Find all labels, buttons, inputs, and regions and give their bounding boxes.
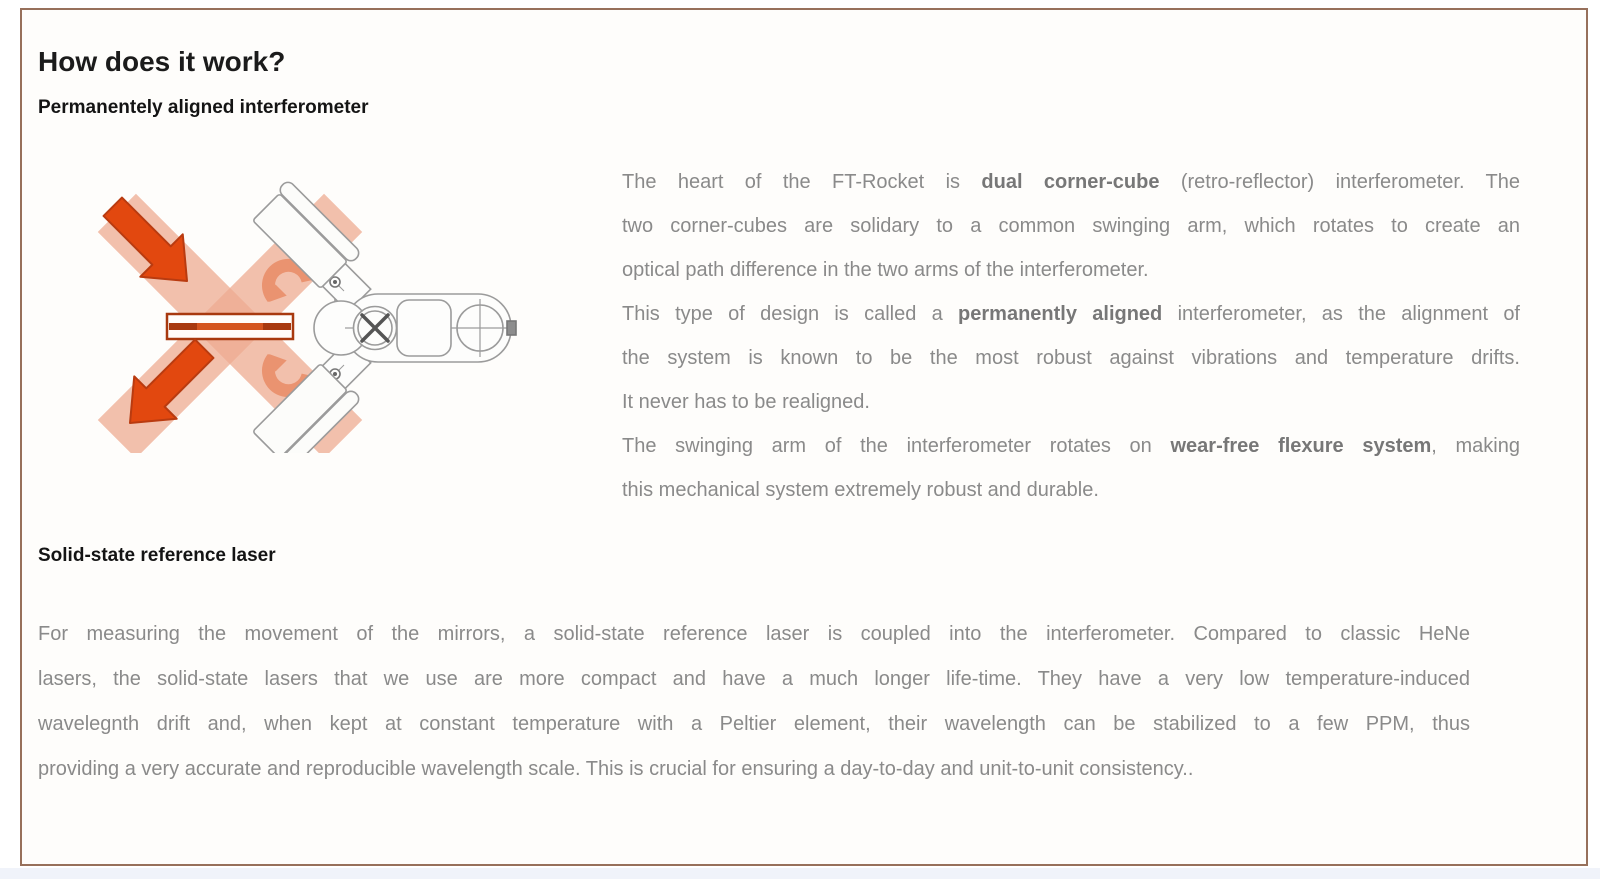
text-segment: This type of design is called a [622, 303, 959, 325]
bottom-strip [0, 868, 1600, 879]
arm-block [397, 300, 451, 356]
text-line [622, 336, 1520, 380]
page-title: How does it work? [38, 46, 286, 77]
bold-text-segment: dual corner-cube [981, 171, 1160, 193]
text-segment: lasers, the solid-state lasers that we use are more compact and have a much longer life-time. They have a very low temperature-induced [38, 668, 1470, 690]
text-line [622, 424, 1520, 468]
subheading-interferometer: Permanentely aligned interferometer [38, 97, 369, 118]
laser-text-paragraph [38, 612, 1470, 792]
text-line [38, 612, 1470, 657]
arm-end-nub [507, 321, 516, 335]
text-segment: The heart of the FT-Rocket is [622, 171, 982, 193]
interferometer-diagram-svg [95, 148, 565, 453]
text-segment: wavelegnth drift and, when kept at constant temperature with a Peltier element, their wavelength can be stabilized to a few PPM, thus [38, 713, 1470, 735]
paragraph [38, 612, 1470, 792]
text-line [622, 468, 1520, 512]
subheading-laser: Solid-state reference laser [38, 545, 276, 566]
paragraph [622, 160, 1520, 292]
text-line [38, 702, 1470, 747]
text-line [622, 248, 1520, 292]
text-segment: The swinging arm of the interferometer rotates on [622, 435, 1171, 457]
text-segment: providing a very accurate and reproducible wavelength scale. This is crucial for ensuring a day-to-day and unit-to-unit consistency.. [38, 758, 1194, 780]
bold-text-segment: wear-free flexure system [1170, 435, 1432, 457]
interferometer-diagram [95, 148, 565, 456]
bold-text-segment: permanently aligned [958, 303, 1163, 325]
interferometer-text-column [622, 160, 1520, 512]
beam-splitter [167, 314, 293, 339]
text-segment: It never has to be realigned. [622, 391, 870, 413]
text-segment: this mechanical system extremely robust and durable. [622, 479, 1099, 501]
text-segment: interferometer, as the alignment of [1162, 303, 1520, 325]
text-line [622, 380, 1520, 424]
text-segment: two corner-cubes are solidary to a common swinging arm, which rotates to create an [622, 215, 1520, 237]
text-line [622, 160, 1520, 204]
text-line [622, 292, 1520, 336]
text-line [622, 204, 1520, 248]
text-segment: , making [1431, 435, 1520, 457]
text-segment: For measuring the movement of the mirrors, a solid-state reference laser is coupled into the interferometer. Compared to classic HeNe [38, 623, 1470, 645]
text-segment: optical path difference in the two arms of the interferometer. [622, 259, 1149, 281]
text-line [38, 747, 1470, 792]
text-segment: the system is known to be the most robust against vibrations and temperature drifts. [622, 347, 1520, 369]
paragraph [622, 292, 1520, 424]
text-segment: (retro-reflector) interferometer. The [1159, 171, 1520, 193]
paragraph [622, 424, 1520, 512]
text-line [38, 657, 1470, 702]
